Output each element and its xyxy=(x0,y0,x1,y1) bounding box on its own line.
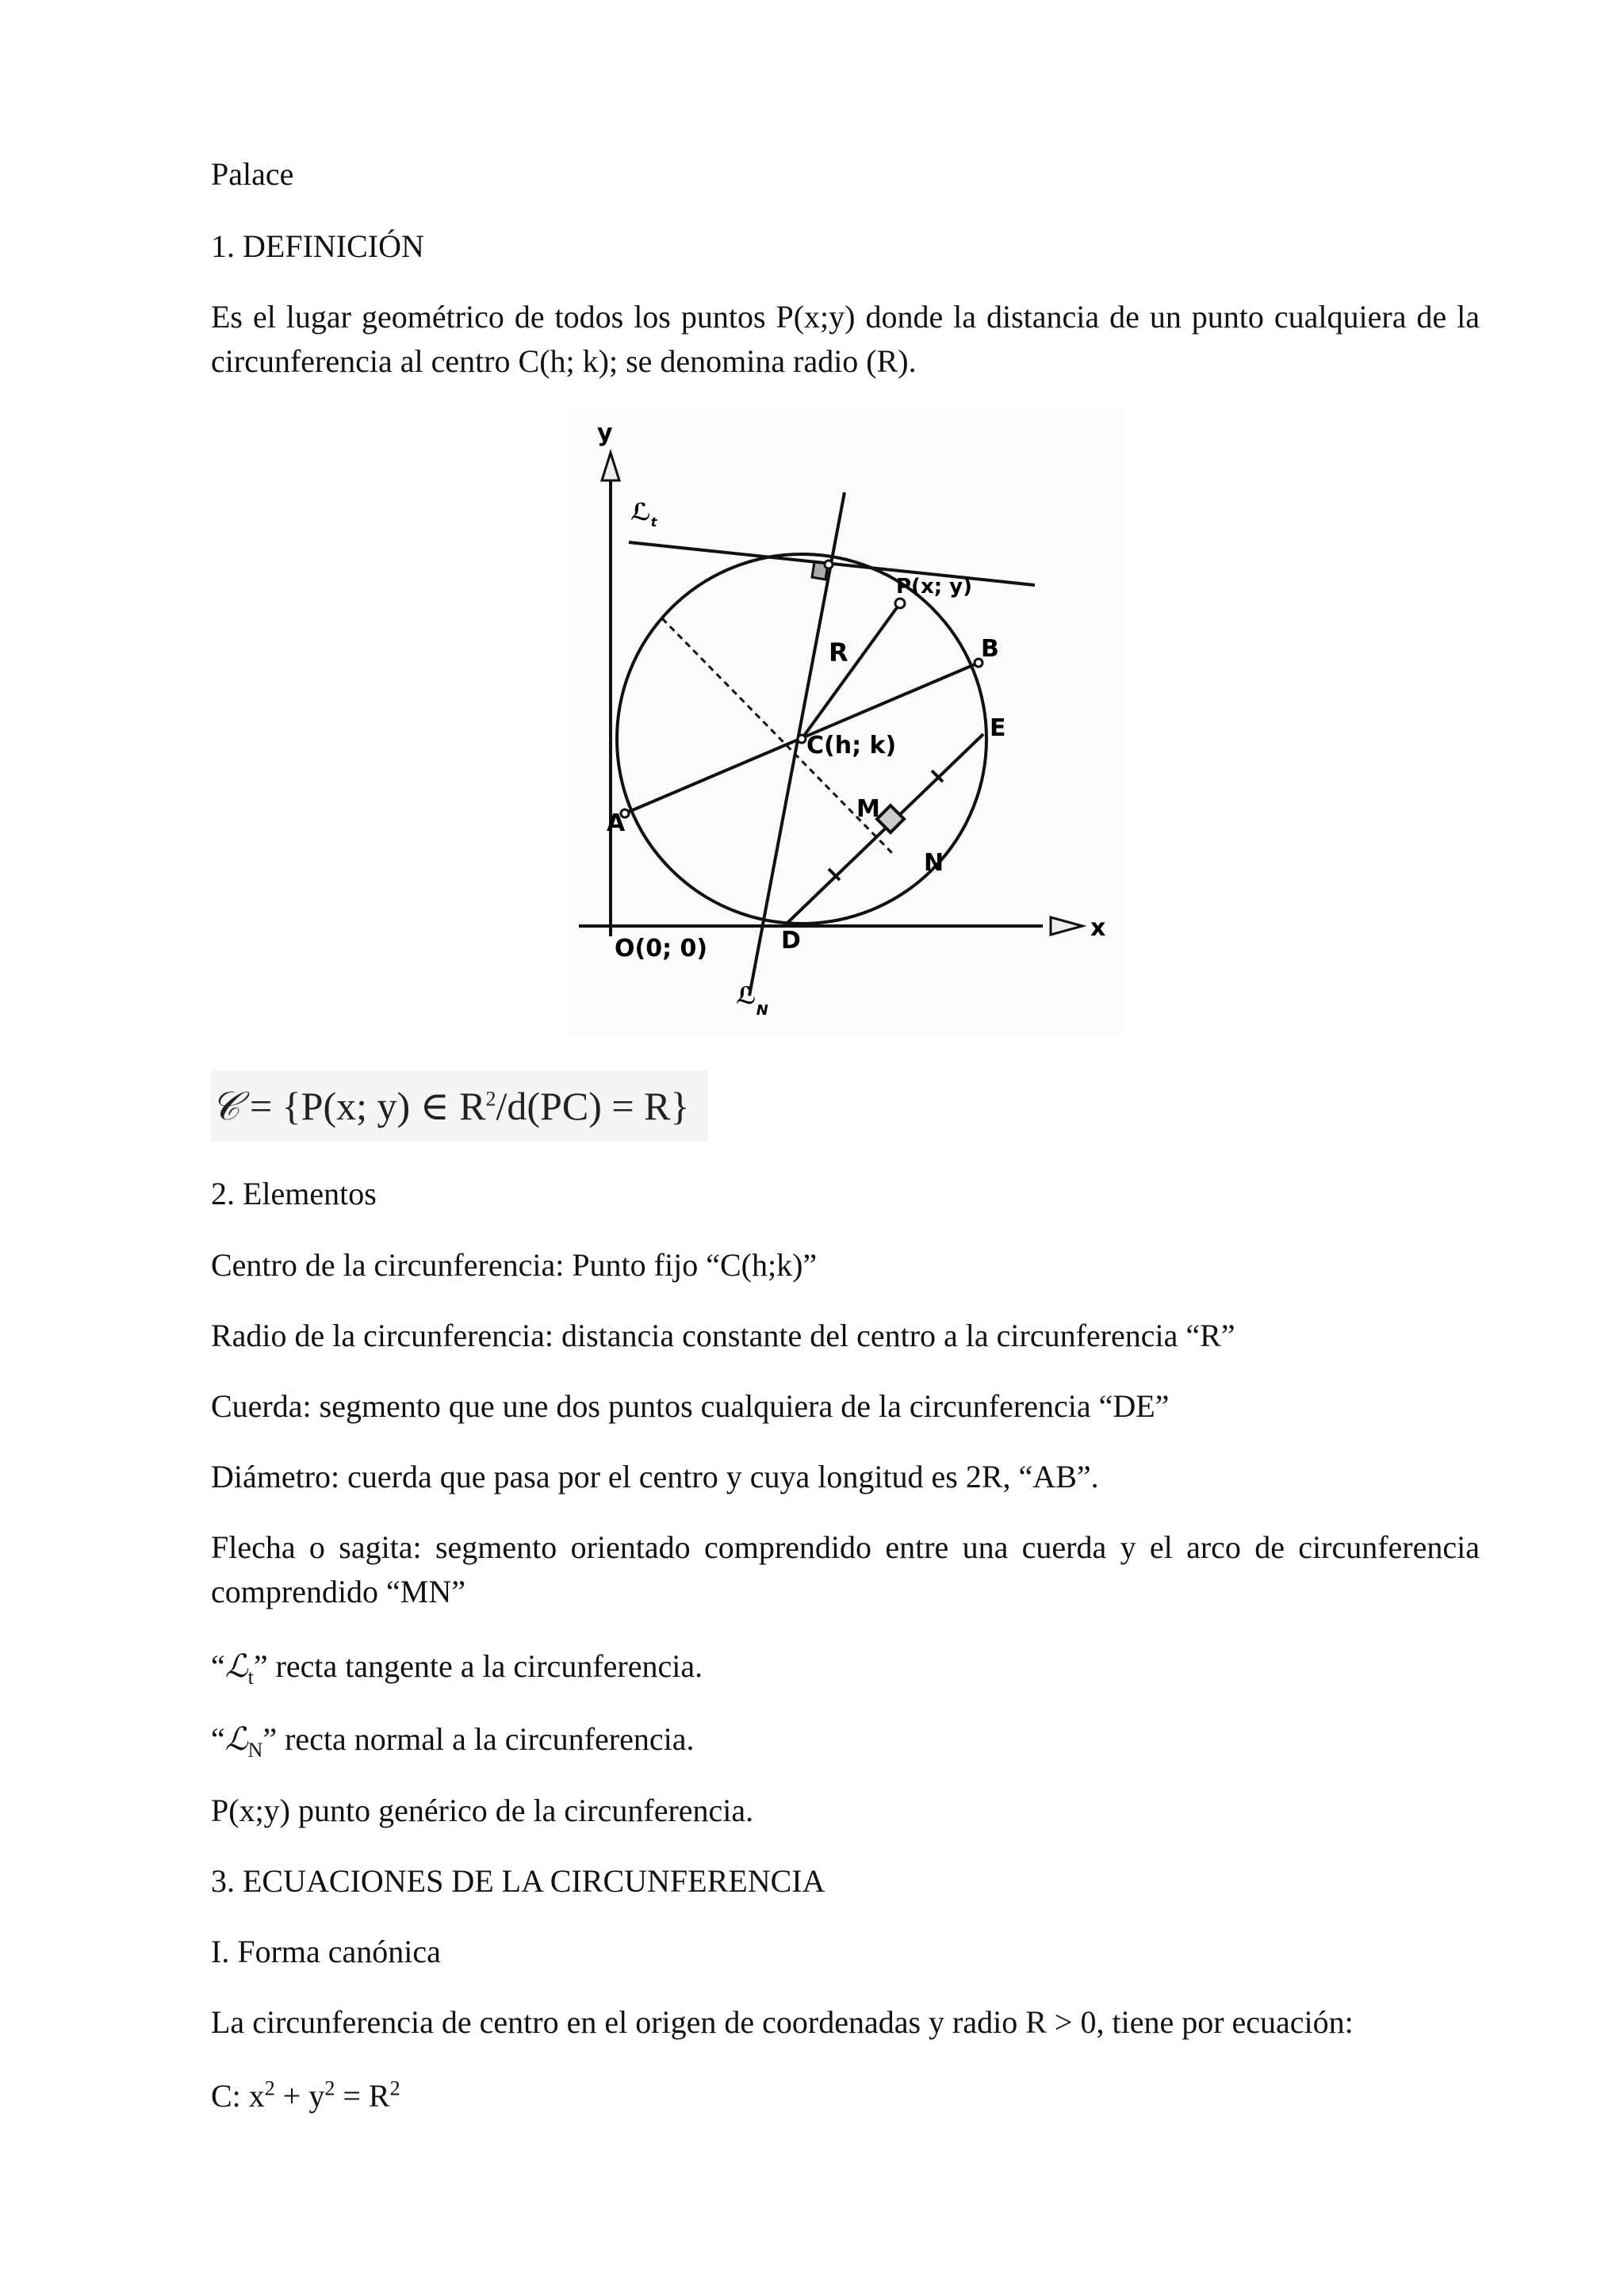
radius-label: R xyxy=(829,637,848,668)
canonical-equation: C: $x^2 + y^2 = R^2$ xyxy=(211,2076,400,2114)
point-n-label: N xyxy=(924,849,944,877)
tangent-point-dot xyxy=(825,561,833,568)
point-a-label: A xyxy=(607,809,626,837)
center-label: C(h; k) xyxy=(806,732,897,760)
element-tangent-line: “ℒ$_t$” recta tangente a la circunferencia. xyxy=(211,1648,703,1689)
normal-line-label: ℒ$_N$ xyxy=(736,982,768,1019)
point-p-dot xyxy=(895,599,905,608)
definition-paragraph: Es el lugar geométrico de todos los puntos P(x;y) donde la distancia de un punto cualquiera de la circunferencia al centro C(h; k); se denomina radio (R). xyxy=(211,299,1480,379)
element-generic-point: P(x;y) punto genérico de la circunferencia. xyxy=(211,1793,754,1828)
point-p-label: P(x; y) xyxy=(896,575,972,599)
section-1-title: 1. DEFINICIÓN xyxy=(211,228,424,264)
element-diametro: Diámetro: cuerda que pasa por el centro y cuya longitud es 2R, “AB”. xyxy=(211,1459,1099,1494)
point-e-label: E xyxy=(990,714,1006,742)
x-axis-arrow xyxy=(1051,917,1082,935)
origin-label: O(0; 0) xyxy=(615,935,708,962)
element-centro: Centro de la circunferencia: Punto fijo “C(h;k)” xyxy=(211,1247,818,1283)
canonical-form-subtitle: I. Forma canónica xyxy=(211,1934,441,1969)
x-axis-label: x xyxy=(1090,914,1106,942)
right-angle-mark-m xyxy=(877,806,904,832)
section-2-title: 2. Elementos xyxy=(211,1176,377,1211)
element-normal-line: “ℒ$_N$” recta normal a la circunferencia. xyxy=(211,1721,695,1762)
canonical-form-body: La circunferencia de centro en el origen de coordenadas y radio R > 0, tiene por ecuación: xyxy=(211,2004,1354,2040)
point-c-dot xyxy=(798,735,806,743)
y-axis-arrow xyxy=(602,453,619,480)
point-d-label: D xyxy=(781,927,801,955)
point-m-label: M xyxy=(856,795,880,823)
element-cuerda: Cuerda: segmento que une dos puntos cualquiera de la circunferencia “DE” xyxy=(211,1388,1170,1424)
element-flecha: Flecha o sagita: segmento orientado comprendido entre una cuerda y el arco de circunferencia comprendido “MN” xyxy=(211,1529,1480,1609)
section-3-title: 3. ECUACIONES DE LA CIRCUNFERENCIA xyxy=(211,1863,825,1899)
element-radio: Radio de la circunferencia: distancia constante del centro a la circunferencia “R” xyxy=(211,1318,1235,1353)
page-header: Palace xyxy=(211,156,294,192)
circumference-set-formula: 𝒞 = {P(x; y) ∈ $R^2/d(PC) = R$} xyxy=(211,1070,707,1142)
circle-diagram xyxy=(567,409,1122,1035)
point-b-label: B xyxy=(981,635,999,663)
y-axis-label: y xyxy=(597,419,613,447)
tangent-line-label: ℒ$_t$ xyxy=(630,499,657,530)
